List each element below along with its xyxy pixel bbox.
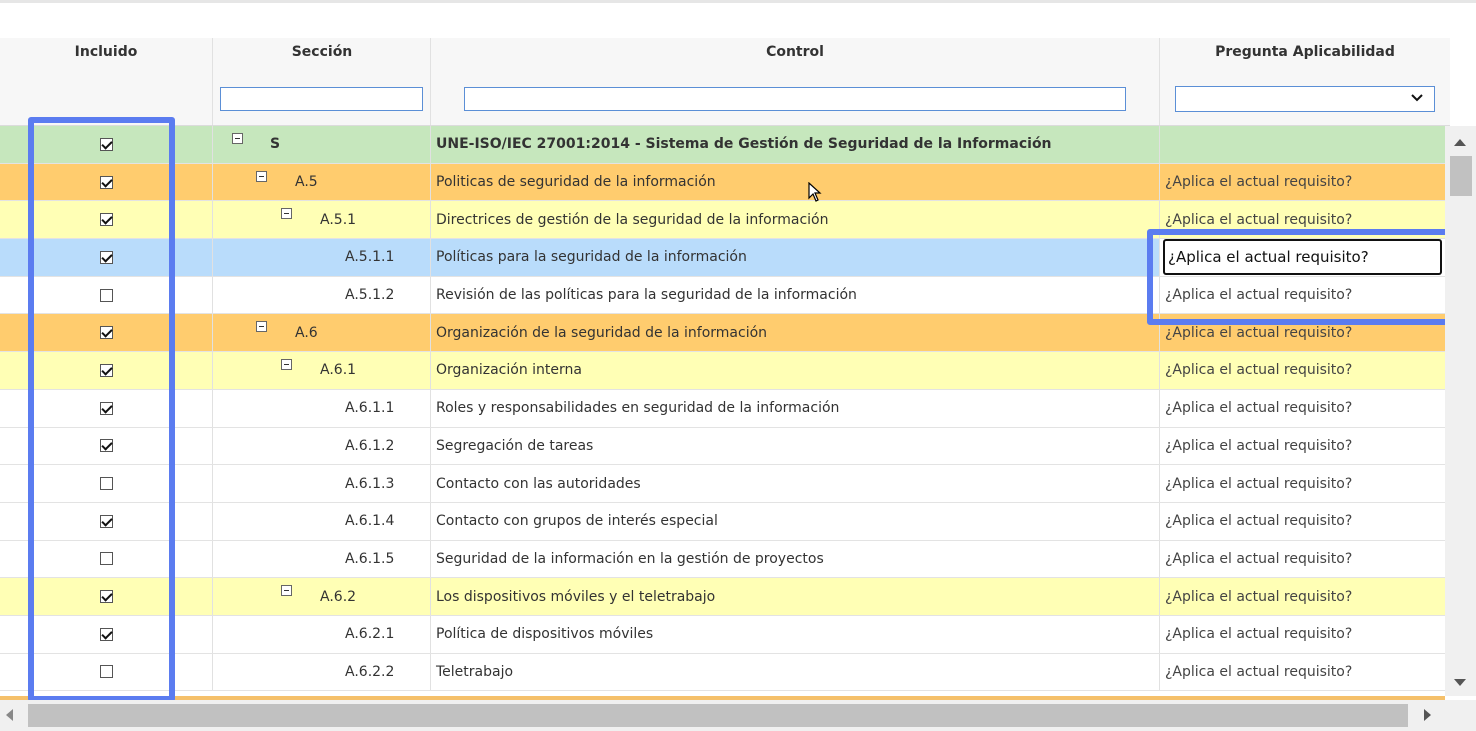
column-divider xyxy=(212,465,213,502)
column-divider xyxy=(212,352,213,389)
scroll-right-icon[interactable] xyxy=(1424,709,1431,721)
column-divider xyxy=(430,465,431,502)
column-divider xyxy=(1159,239,1160,276)
column-divider xyxy=(212,201,213,238)
included-checkbox[interactable] xyxy=(100,289,113,302)
collapse-icon[interactable] xyxy=(281,359,292,370)
grid-header xyxy=(0,38,1450,75)
table-row[interactable] xyxy=(0,503,1445,541)
question-cell[interactable]: ¿Aplica el actual requisito? xyxy=(1165,287,1353,304)
column-divider xyxy=(430,654,431,691)
scroll-up-icon[interactable] xyxy=(1454,139,1466,146)
question-cell[interactable]: ¿Aplica el actual requisito? xyxy=(1165,324,1353,341)
section-cell xyxy=(213,616,431,653)
scrollbar-corner xyxy=(1445,700,1476,731)
column-divider xyxy=(1159,201,1160,238)
included-cell xyxy=(0,164,212,201)
grid-body xyxy=(0,126,1445,691)
section-cell xyxy=(213,578,431,615)
question-cell[interactable] xyxy=(1160,126,1445,163)
included-cell xyxy=(0,541,212,578)
column-divider xyxy=(1159,126,1160,163)
column-divider xyxy=(430,277,431,314)
included-cell xyxy=(0,126,212,163)
collapse-icon[interactable] xyxy=(256,321,267,332)
section-cell xyxy=(213,465,431,502)
column-divider xyxy=(1159,390,1160,427)
column-divider xyxy=(430,503,431,540)
column-divider xyxy=(212,164,213,201)
included-checkbox[interactable] xyxy=(100,628,113,641)
column-header-included[interactable]: Incluido xyxy=(74,44,138,60)
column-divider xyxy=(1159,352,1160,389)
section-code: A.6 xyxy=(295,324,318,341)
included-checkbox[interactable] xyxy=(100,552,113,565)
table-row[interactable] xyxy=(0,164,1445,202)
question-cell[interactable]: ¿Aplica el actual requisito? xyxy=(1165,437,1353,454)
control-cell: Organización de la seguridad de la información xyxy=(436,324,768,341)
question-cell[interactable]: ¿Aplica el actual requisito? xyxy=(1165,550,1353,567)
section-code: A.6.1.1 xyxy=(345,400,395,417)
column-divider xyxy=(1159,654,1160,691)
table-row[interactable] xyxy=(0,428,1445,466)
horizontal-scroll-thumb[interactable] xyxy=(28,704,1408,727)
column-divider xyxy=(430,164,431,201)
question-cell[interactable]: ¿Aplica el actual requisito? xyxy=(1165,663,1353,680)
scroll-down-icon[interactable] xyxy=(1454,679,1466,686)
included-cell xyxy=(0,616,212,653)
included-cell xyxy=(0,390,212,427)
section-code: A.6.2 xyxy=(320,588,357,605)
section-cell xyxy=(213,390,431,427)
control-cell: Políticas para la seguridad de la información xyxy=(436,249,747,266)
table-row[interactable] xyxy=(0,314,1445,352)
included-cell xyxy=(0,314,212,351)
column-divider xyxy=(212,38,213,74)
section-cell xyxy=(213,239,431,276)
control-cell: Directrices de gestión de la seguridad de la información xyxy=(436,211,829,228)
table-row[interactable] xyxy=(0,352,1445,390)
included-checkbox[interactable] xyxy=(100,138,113,151)
control-cell: Los dispositivos móviles y el teletrabajo xyxy=(436,588,716,605)
column-divider xyxy=(430,126,431,163)
section-cell xyxy=(213,428,431,465)
included-checkbox[interactable] xyxy=(100,326,113,339)
included-cell xyxy=(0,578,212,615)
section-code: A.5 xyxy=(295,174,318,191)
column-header-control[interactable]: Control xyxy=(766,44,824,60)
table-row[interactable] xyxy=(0,390,1445,428)
mouse-cursor-icon xyxy=(808,182,822,202)
section-code: A.6.1 xyxy=(320,362,357,379)
column-divider xyxy=(430,390,431,427)
included-checkbox[interactable] xyxy=(100,665,113,678)
table-row[interactable] xyxy=(0,239,1445,277)
column-divider xyxy=(1159,277,1160,314)
column-divider xyxy=(212,541,213,578)
column-divider xyxy=(1159,503,1160,540)
question-cell[interactable]: ¿Aplica el actual requisito? xyxy=(1165,513,1353,530)
control-cell: Teletrabajo xyxy=(436,663,514,680)
question-cell[interactable]: ¿Aplica el actual requisito? xyxy=(1165,588,1353,605)
section-code: A.5.1.1 xyxy=(345,249,395,266)
column-divider xyxy=(212,74,213,125)
column-divider xyxy=(430,616,431,653)
included-checkbox[interactable] xyxy=(100,515,113,528)
column-divider xyxy=(430,239,431,276)
control-cell: Segregación de tareas xyxy=(436,437,594,454)
column-divider xyxy=(1159,164,1160,201)
included-checkbox[interactable] xyxy=(100,251,113,264)
section-cell xyxy=(213,164,431,201)
section-cell xyxy=(213,352,431,389)
collapse-icon[interactable] xyxy=(281,208,292,219)
control-cell: Revisión de las políticas para la seguridad de la información xyxy=(436,287,857,304)
column-divider xyxy=(212,277,213,314)
column-divider xyxy=(1159,428,1160,465)
section-cell xyxy=(213,654,431,691)
section-code: A.5.1 xyxy=(320,211,357,228)
included-cell xyxy=(0,277,212,314)
column-divider xyxy=(212,239,213,276)
column-divider xyxy=(1159,74,1160,125)
question-cell[interactable]: ¿Aplica el actual requisito? xyxy=(1165,400,1353,417)
column-header-section[interactable]: Sección xyxy=(291,44,353,60)
included-cell xyxy=(0,428,212,465)
scroll-left-icon[interactable] xyxy=(6,709,13,721)
question-cell[interactable]: ¿Aplica el actual requisito? xyxy=(1165,475,1353,492)
section-cell xyxy=(213,126,431,163)
collapse-icon[interactable] xyxy=(281,585,292,596)
included-cell xyxy=(0,239,212,276)
column-divider xyxy=(430,352,431,389)
question-cell[interactable]: ¿Aplica el actual requisito? xyxy=(1165,626,1353,643)
column-divider xyxy=(1159,465,1160,502)
control-filter-input[interactable] xyxy=(464,87,1126,111)
column-divider xyxy=(430,74,431,125)
column-divider xyxy=(1159,314,1160,351)
question-cell-editing[interactable] xyxy=(1160,239,1445,276)
table-row[interactable] xyxy=(0,541,1445,579)
column-divider xyxy=(212,616,213,653)
included-checkbox[interactable] xyxy=(100,439,113,452)
chevron-down-icon xyxy=(1410,91,1424,105)
column-divider xyxy=(430,578,431,615)
section-filter-input[interactable] xyxy=(220,87,423,111)
column-divider xyxy=(212,578,213,615)
included-checkbox[interactable] xyxy=(100,176,113,189)
question-cell[interactable]: ¿Aplica el actual requisito? xyxy=(1165,174,1353,191)
included-cell xyxy=(0,503,212,540)
included-checkbox[interactable] xyxy=(100,364,113,377)
section-code: A.6.2.2 xyxy=(345,663,395,680)
column-divider xyxy=(430,201,431,238)
included-checkbox[interactable] xyxy=(100,213,113,226)
column-divider xyxy=(1159,541,1160,578)
column-divider xyxy=(212,654,213,691)
column-divider xyxy=(430,314,431,351)
table-row[interactable] xyxy=(0,578,1445,616)
question-cell[interactable]: ¿Aplica el actual requisito? xyxy=(1165,362,1353,379)
control-cell: Politicas de seguridad de la información xyxy=(436,174,716,191)
collapse-icon[interactable] xyxy=(232,133,243,144)
question-cell[interactable]: ¿Aplica el actual requisito? xyxy=(1165,211,1353,228)
column-divider xyxy=(212,503,213,540)
section-cell xyxy=(213,277,431,314)
table-row[interactable] xyxy=(0,465,1445,503)
filter-row xyxy=(0,74,1450,126)
section-code: S xyxy=(270,136,281,153)
question-edit-input[interactable]: ¿Aplica el actual requisito? xyxy=(1163,239,1442,275)
table-row[interactable] xyxy=(0,616,1445,654)
control-cell: Contacto con grupos de interés especial xyxy=(436,513,718,530)
section-cell xyxy=(213,201,431,238)
vertical-scrollbar[interactable] xyxy=(1445,126,1476,696)
section-code: A.6.1.2 xyxy=(345,437,395,454)
collapse-icon[interactable] xyxy=(256,171,267,182)
included-cell xyxy=(0,465,212,502)
included-cell xyxy=(0,201,212,238)
section-code: A.6.2.1 xyxy=(345,626,395,643)
section-code: A.5.1.2 xyxy=(345,287,395,304)
table-row[interactable] xyxy=(0,277,1445,315)
section-code: A.6.1.3 xyxy=(345,475,395,492)
control-cell: Roles y responsabilidades en seguridad de la información xyxy=(436,400,840,417)
section-code: A.6.1.4 xyxy=(345,513,395,530)
included-cell xyxy=(0,352,212,389)
included-checkbox[interactable] xyxy=(100,590,113,603)
table-row[interactable] xyxy=(0,126,1445,164)
section-code: A.6.1.5 xyxy=(345,550,395,567)
vertical-scroll-thumb[interactable] xyxy=(1450,156,1472,196)
column-divider xyxy=(430,38,431,74)
horizontal-scrollbar[interactable] xyxy=(0,700,1445,731)
control-cell: Política de dispositivos móviles xyxy=(436,626,654,643)
question-filter-select[interactable] xyxy=(1175,86,1435,112)
column-divider xyxy=(1159,578,1160,615)
column-divider xyxy=(212,428,213,465)
column-divider xyxy=(212,390,213,427)
column-divider xyxy=(430,428,431,465)
included-cell xyxy=(0,654,212,691)
table-row[interactable] xyxy=(0,201,1445,239)
included-checkbox[interactable] xyxy=(100,477,113,490)
top-border xyxy=(0,0,1476,3)
section-cell xyxy=(213,541,431,578)
control-cell: UNE-ISO/IEC 27001:2014 - Sistema de Gestión de Seguridad de la Información xyxy=(436,136,1052,153)
column-divider xyxy=(1159,616,1160,653)
table-row[interactable] xyxy=(0,654,1445,692)
column-divider xyxy=(1159,38,1160,74)
included-checkbox[interactable] xyxy=(100,402,113,415)
section-cell xyxy=(213,503,431,540)
control-cell: Seguridad de la información en la gestión de proyectos xyxy=(436,550,824,567)
column-divider xyxy=(212,314,213,351)
column-header-question[interactable]: Pregunta Aplicabilidad xyxy=(1215,44,1395,60)
control-cell: Contacto con las autoridades xyxy=(436,475,641,492)
column-divider xyxy=(212,126,213,163)
control-cell: Organización interna xyxy=(436,362,582,379)
section-cell xyxy=(213,314,431,351)
column-divider xyxy=(430,541,431,578)
